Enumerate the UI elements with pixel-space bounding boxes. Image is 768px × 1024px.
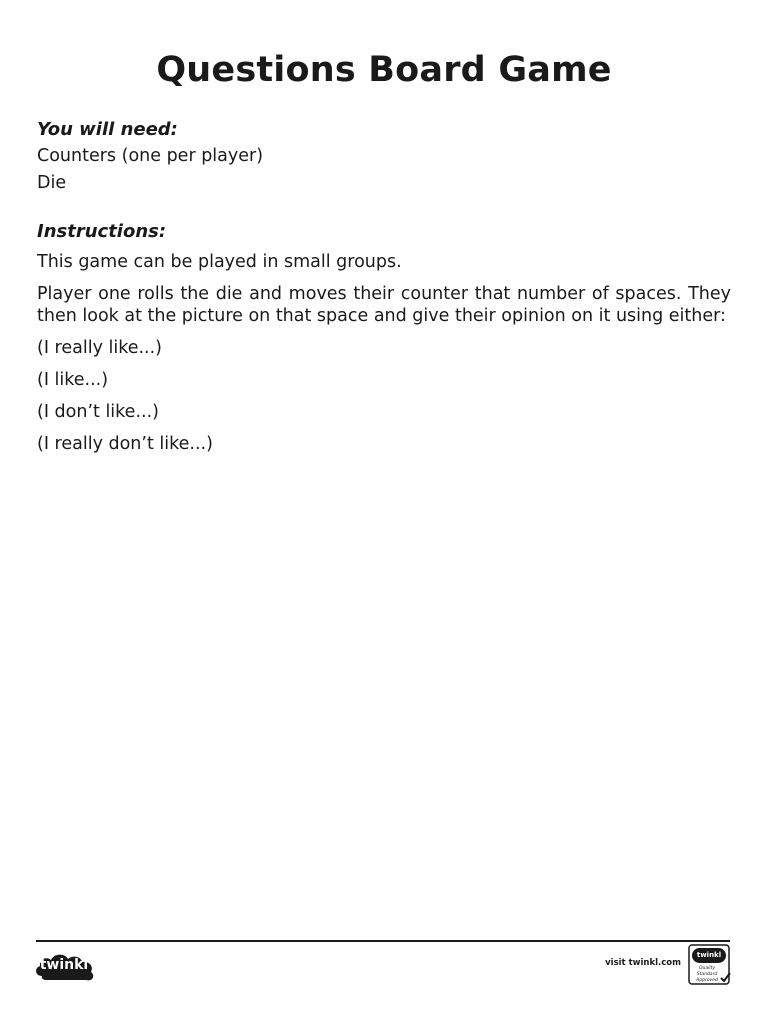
opinion-option: (I really don’t like...) xyxy=(37,434,213,454)
logo-text: twinkl xyxy=(39,957,89,973)
badge-text: Quality Standard Approved xyxy=(696,966,718,983)
opinion-option: (I really like...) xyxy=(37,338,163,358)
needs-item: Die xyxy=(37,173,67,193)
twinkl-logo xyxy=(34,950,98,984)
instructions-paragraph: This game can be played in small groups. xyxy=(37,252,402,272)
page-title: Questions Board Game xyxy=(156,50,612,90)
needs-item: Counters (one per player) xyxy=(37,146,264,166)
quality-badge xyxy=(688,944,732,986)
visit-link[interactable]: visit twinkl.com xyxy=(605,958,681,968)
opinion-option: (I like...) xyxy=(37,370,109,390)
instructions-paragraph: Player one rolls the die and moves their counter that number of spaces. They then look at the picture on that space and give their opinion on it using either: xyxy=(37,284,731,326)
instructions-heading: Instructions: xyxy=(37,221,167,242)
badge-logo: twinkl xyxy=(692,948,726,963)
document-body xyxy=(37,117,731,455)
opinion-option: (I don’t like...) xyxy=(37,402,159,422)
footer-divider xyxy=(36,940,730,942)
needs-heading: You will need: xyxy=(37,119,178,140)
